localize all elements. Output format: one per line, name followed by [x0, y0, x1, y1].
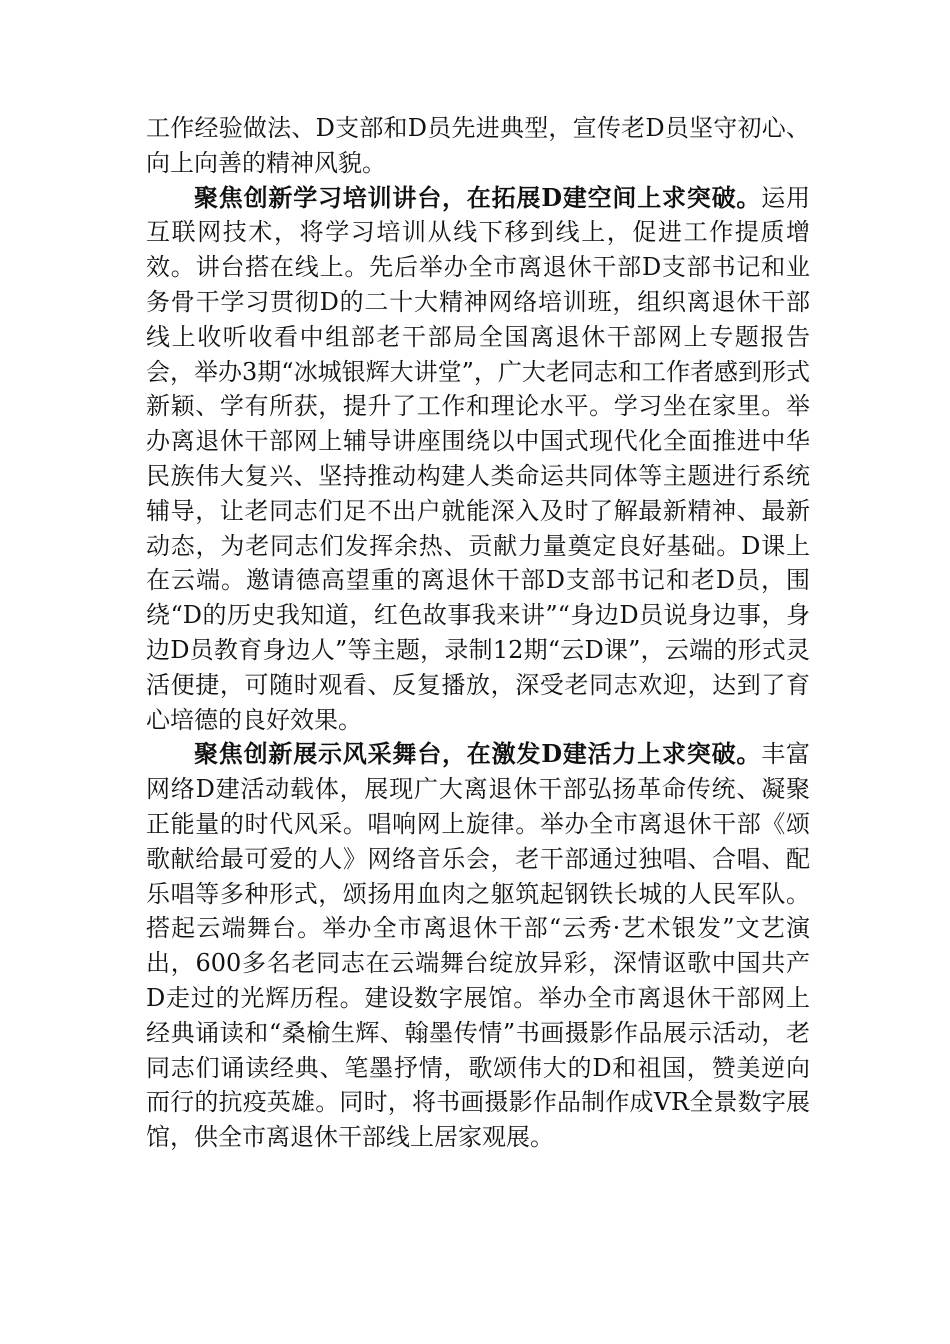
section-heading-2: 聚焦创新展示风采舞台，在激发D建活力上求突破。 [194, 739, 762, 769]
section-paragraph-2 [146, 737, 810, 1155]
document-page [146, 111, 810, 1155]
section-paragraph-1 [146, 181, 810, 738]
section-heading-1: 聚焦创新学习培训讲台，在拓展D建空间上求突破。 [194, 182, 762, 212]
section-body-1: 运用互联网技术，将学习培训从线下移到线上，促进工作提质增效。讲台搭在线上。先后举办全市离退休干部D支部书记和业务骨干学习贯彻D的二十大精神网络培训班，组织离退休干部线上收听收看中组部老干部局全国离退休干部网上专题报告会，举办3期“冰城银辉大讲堂”，广大老同志和工作者感到形式新颖、学有所获，提升了工作和理论水平。学习坐在家里。举办离退休干部网上辅导讲座围绕以中国式现代化全面推进中华民族伟大复兴、坚持推动构建人类命运共同体等主题进行系统辅导，让老同志们足不出户就能深入及时了解最新精神、最新动态，为老同志们发挥余热、贡献力量奠定良好基础。D课上在云端。邀请德高望重的离退休干部D支部书记和老D员，围绕“D的历史我知道，红色故事我来讲”“身边D员说身边事，身边D员教育身边人”等主题，录制12期“云D课”，云端的形式灵活便捷，可随时观看、反复播放，深受老同志欢迎，达到了育心培德的良好效果。 [146, 183, 811, 734]
section-body-2: 丰富网络D建活动载体，展现广大离退休干部弘扬革命传统、凝聚正能量的时代风采。唱响网上旋律。举办全市离退休干部《颂歌献给最可爱的人》网络音乐会，老干部通过独唱、合唱、配乐唱等多种形式，颂扬用血肉之躯筑起钢铁长城的人民军队。搭起云端舞台。举办全市离退休干部“云秀·艺术银发”文艺演出，600多名老同志在云端舞台绽放异彩，深情讴歌中国共产D走过的光辉历程。建设数字展馆。举办全市离退休干部网上经典诵读和“桑榆生辉、翰墨传情”书画摄影作品展示活动，老同志们诵读经典、笔墨抒情，歌颂伟大的D和祖国，赞美逆向而行的抗疫英雄。同时，将书画摄影作品制作成VR全景数字展馆，供全市离退休干部线上居家观展。 [146, 740, 811, 1152]
intro-paragraph: 工作经验做法、D支部和D员先进典型，宣传老D员坚守初心、向上向善的精神风貌。 [146, 114, 810, 177]
